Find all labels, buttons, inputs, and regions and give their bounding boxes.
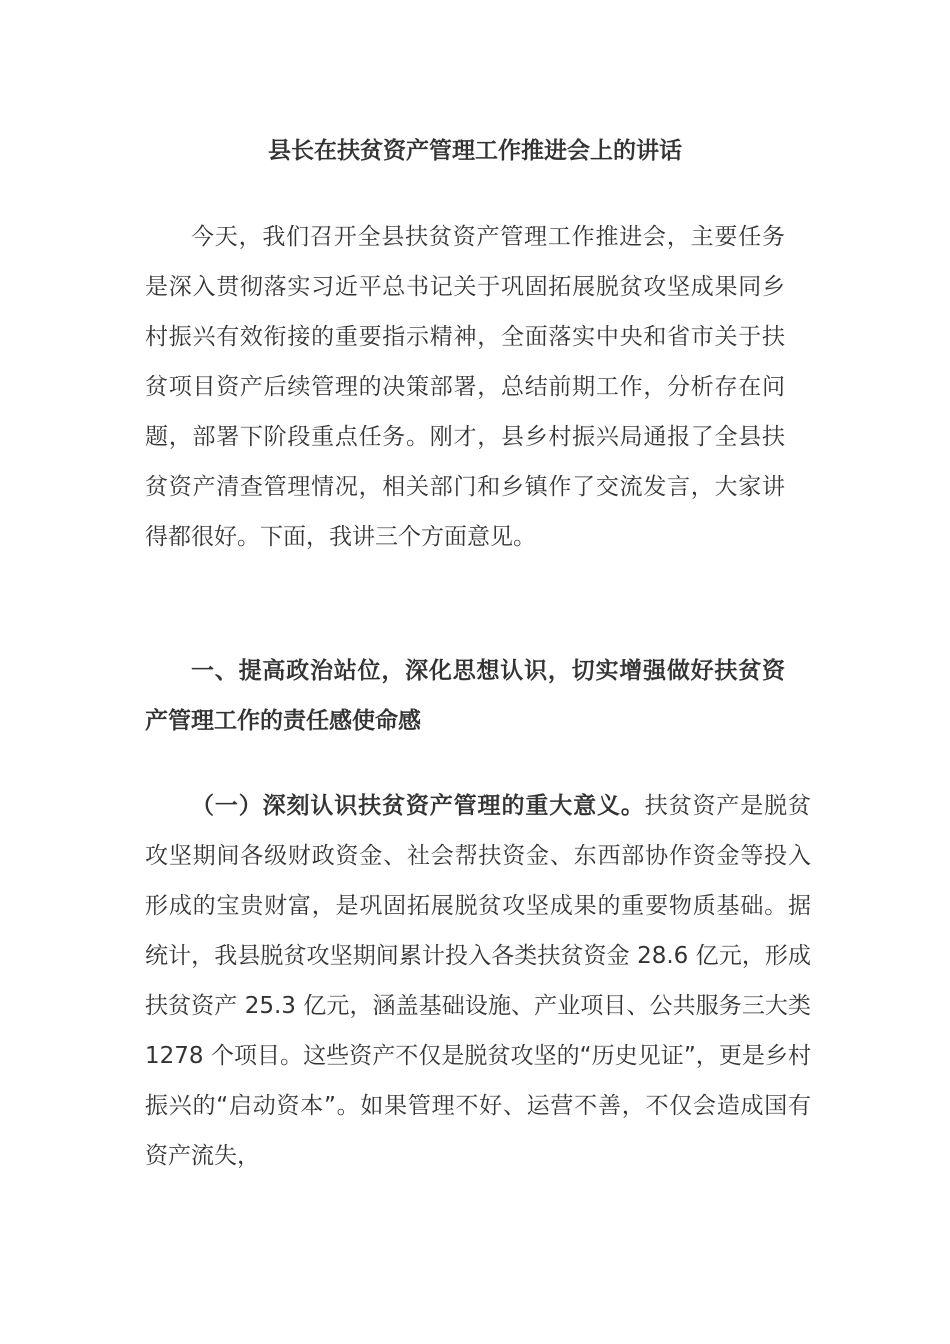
section-heading-1: 一、提高政治站位，深化思想认识，切实增强做好扶贫资产管理工作的责任感使命感 — [145, 658, 785, 734]
document-title: 县长在扶贫资产管理工作推进会上的讲话 — [268, 138, 682, 164]
subsection-lead: （一）深刻认识扶贫资产管理的重大意义。 — [191, 793, 645, 819]
paragraph-intro: 今天，我们召开全县扶贫资产管理工作推进会，主要任务是深入贯彻落实习近平总书记关于巩固拓展脱贫攻坚成果同乡村振兴有效衔接的重要指示精神，全面落实中央和省市关于扶贫项目资产后续管理的决策部署，总结前期工作，分析存在问题，部署下阶段重点任务。刚才，县乡村振兴局通报了全县扶贫资产清查管理情况，相关部门和乡镇作了交流发言，大家讲得都很好。下面，我讲三个方面意见。 — [145, 224, 785, 550]
subsection-body: 扶贫资产是脱贫攻坚期间各级财政资金、社会帮扶资金、东西部协作资金等投入形成的宝贵财富，是巩固拓展脱贫攻坚成果的重要物质基础。据统计，我县脱贫攻坚期间累计投入各类扶贫资金 28.6 亿元，形成扶贫资产 25.3 亿元，涵盖基础设施、产业项目、公共服务三大类 1278 个项目。这些资产不仅是脱贫攻坚的“历史见证”，更是乡村振兴的“启动资本”。如果管理不好、运营不善，不仅会造成国有资产流失， — [145, 793, 812, 1169]
paragraph-subsection-1 — [145, 781, 811, 1181]
